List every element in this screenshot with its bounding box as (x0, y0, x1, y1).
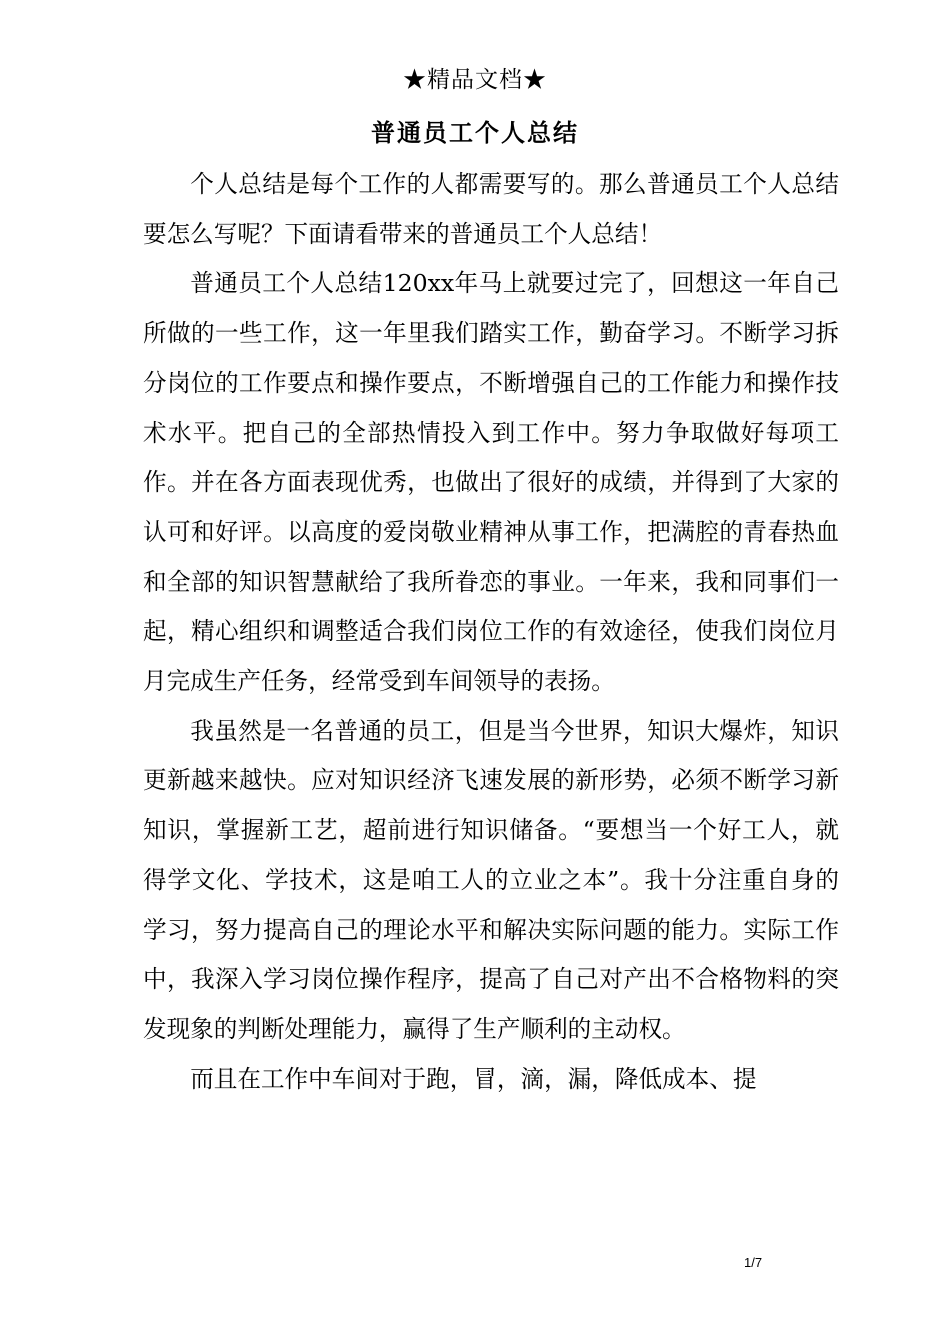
document-header: ★精品文档★ (403, 67, 547, 93)
paragraph: 个人总结是每个工作的人都需要写的。那么普通员工个人总结要怎么写呢？下面请看带来的普通员工个人总结！ (143, 170, 839, 248)
paragraph: 普通员工个人总结120xx年马上就要过完了，回想这一年自己所做的一些工作，这一年里我们踏实工作，勤奋学习。不断学习拆分岗位的工作要点和操作要点，不断增强自己的工作能力和操作技术水平。把自己的全部热情投入到工作中。努力争取做好每项工作。并在各方面表现优秀，也做出了很好的成绩，并得到了大家的认可和好评。以高度的爱岗敬业精神从事工作，把满腔的青春热血和全部的知识智慧献给了我所眷恋的事业。一年来，我和同事们一起，精心组织和调整适合我们岗位工作的有效途径，使我们岗位月月完成生产任务，经常受到车间领导的表扬。 (143, 269, 839, 696)
page-number: 1/7 (744, 1255, 763, 1270)
paragraph: 而且在工作中车间对于跑，冒，滴，漏，降低成本、提 (190, 1064, 757, 1093)
document-body (143, 160, 839, 1104)
paragraph: 我虽然是一名普通的员工，但是当今世界，知识大爆炸，知识更新越来越快。应对知识经济飞速发展的新形势，必须不断学习新知识，掌握新工艺，超前进行知识储备。“要想当一个好工人，就得学文化、学技术，这是咱工人的立业之本”。我十分注重自身的学习，努力提高自己的理论水平和解决实际问题的能力。实际工作中，我深入学习岗位操作程序，提高了自己对产出不合格物料的突发现象的判断处理能力，赢得了生产顺利的主动权。 (143, 716, 839, 1043)
document-title: 普通员工个人总结 (371, 119, 579, 147)
